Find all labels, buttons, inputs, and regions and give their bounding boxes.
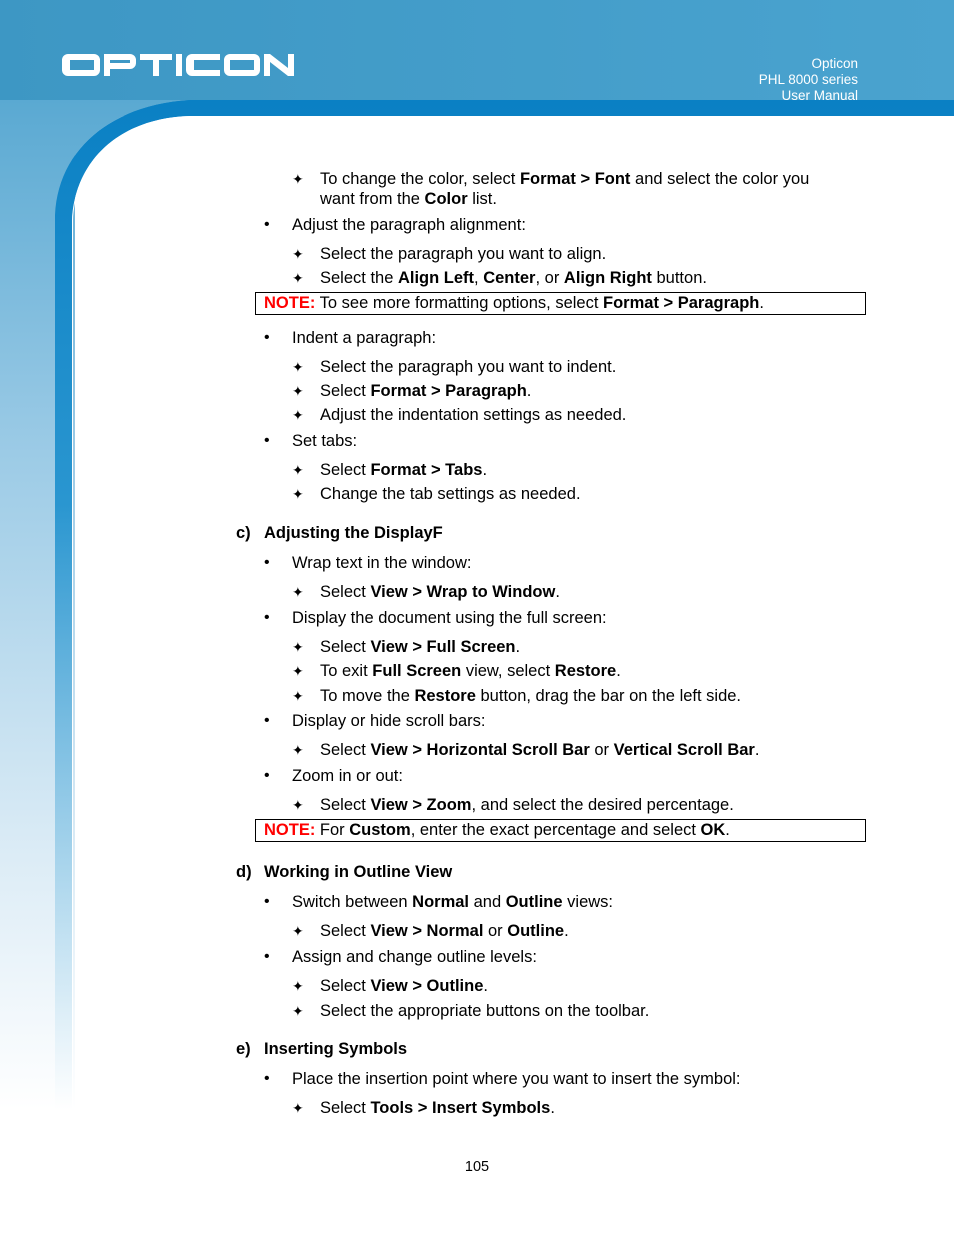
bullet: •: [264, 329, 270, 346]
star-bullet: ✦: [292, 742, 304, 758]
star-bullet: ✦: [292, 663, 304, 679]
list-item: want from the Color list.: [320, 190, 497, 208]
list-item: To move the Restore button, drag the bar on the left side.: [320, 687, 742, 705]
section-heading: Working in Outline View: [264, 863, 453, 881]
list-item: Wrap text in the window:: [292, 554, 472, 572]
section-label-d: d): [236, 863, 252, 881]
star-bullet: ✦: [292, 171, 304, 187]
list-item: Display the document using the full screen:: [292, 609, 607, 627]
bullet: •: [264, 767, 270, 784]
section-label-e: e): [236, 1040, 251, 1058]
star-bullet: ✦: [292, 1100, 304, 1116]
bullet: •: [264, 554, 270, 571]
list-item: Select View > Zoom, and select the desired percentage.: [320, 796, 734, 814]
list-item: To change the color, select Format > Font and select the color you: [320, 170, 810, 188]
note-box: NOTE: To see more formatting options, select Format > Paragraph.: [255, 292, 866, 315]
list-item: Change the tab settings as needed.: [320, 485, 581, 503]
list-item: Select Format > Tabs.: [320, 461, 488, 479]
bullet: •: [264, 893, 270, 910]
list-item: Place the insertion point where you want to insert the symbol:: [292, 1070, 741, 1088]
section-heading: Inserting Symbols: [264, 1040, 408, 1058]
section-heading: Adjusting the DisplayF: [264, 524, 443, 542]
star-bullet: ✦: [292, 639, 304, 655]
list-item: Select Format > Paragraph.: [320, 382, 532, 400]
note-box: NOTE: For Custom, enter the exact percentage and select OK.: [255, 819, 866, 842]
list-item: Select View > Horizontal Scroll Bar or Vertical Scroll Bar.: [320, 741, 760, 759]
bullet: •: [264, 216, 270, 233]
list-item: Select the paragraph you want to align.: [320, 245, 607, 263]
list-item: Display or hide scroll bars:: [292, 712, 486, 730]
list-item: Indent a paragraph:: [292, 329, 437, 347]
star-bullet: ✦: [292, 486, 304, 502]
list-item: Adjust the indentation settings as needed.: [320, 406, 627, 424]
star-bullet: ✦: [292, 584, 304, 600]
star-bullet: ✦: [292, 462, 304, 478]
star-bullet: ✦: [292, 407, 304, 423]
list-item: Zoom in or out:: [292, 767, 403, 785]
page-number: 105: [464, 1159, 490, 1175]
list-item: Assign and change outline levels:: [292, 948, 537, 966]
star-bullet: ✦: [292, 1003, 304, 1019]
list-item: To exit Full Screen view, select Restore.: [320, 662, 621, 680]
list-item: Select View > Full Screen.: [320, 638, 521, 656]
bullet: •: [264, 609, 270, 626]
list-item: Select View > Normal or Outline.: [320, 922, 569, 940]
header-series: PHL 8000 series: [758, 72, 858, 87]
list-item: Set tabs:: [292, 432, 358, 450]
header-doc-title: User Manual: [781, 88, 858, 103]
star-bullet: ✦: [292, 688, 304, 704]
list-item: Select the paragraph you want to indent.: [320, 358, 617, 376]
star-bullet: ✦: [292, 978, 304, 994]
header-company: Opticon: [811, 56, 858, 71]
list-item: Select Tools > Insert Symbols.: [320, 1099, 555, 1117]
star-bullet: ✦: [292, 359, 304, 375]
list-item: Switch between Normal and Outline views:: [292, 893, 613, 911]
list-item: Adjust the paragraph alignment:: [292, 216, 526, 234]
section-label-c: c): [236, 524, 251, 542]
bullet: •: [264, 948, 270, 965]
star-bullet: ✦: [292, 383, 304, 399]
list-item: Select the appropriate buttons on the toolbar.: [320, 1002, 650, 1020]
star-bullet: ✦: [292, 246, 304, 262]
list-item: Select View > Wrap to Window.: [320, 583, 560, 601]
star-bullet: ✦: [292, 797, 304, 813]
list-item: Select the Align Left, Center, or Align Right button.: [320, 269, 707, 287]
bullet: •: [264, 1070, 270, 1087]
list-item: Select View > Outline.: [320, 977, 488, 995]
star-bullet: ✦: [292, 270, 304, 286]
bullet: •: [264, 432, 270, 449]
bullet: •: [264, 712, 270, 729]
star-bullet: ✦: [292, 923, 304, 939]
